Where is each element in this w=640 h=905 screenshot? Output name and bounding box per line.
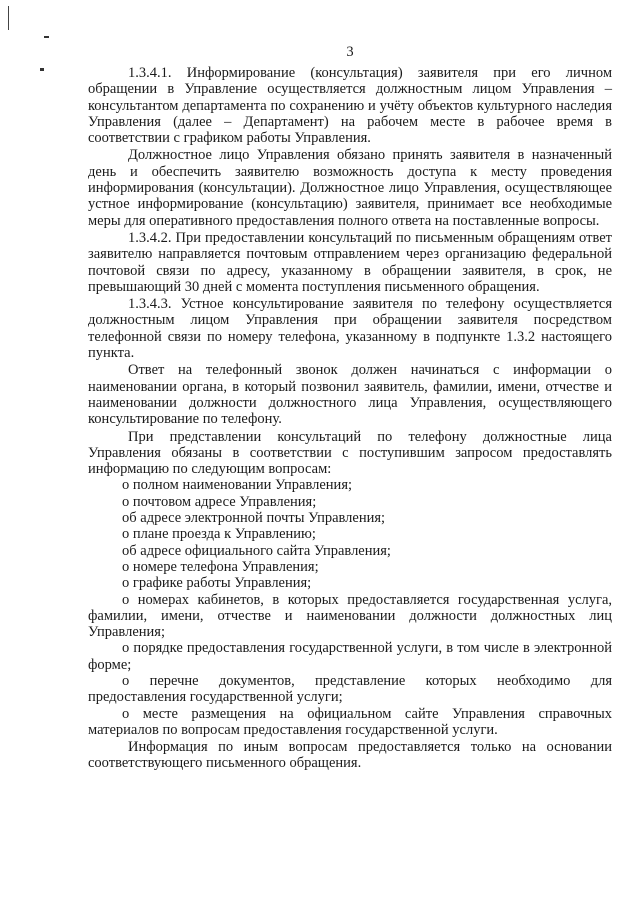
list-item: о порядке предоставления государственной услуги, в том числе в электронной форме;: [88, 640, 612, 673]
scan-dot-mark: [40, 68, 44, 71]
list-item: о плане проезда к Управлению;: [122, 526, 316, 543]
scan-edge-mark: [8, 6, 9, 30]
paragraph-phone-consultation: При представлении консультаций по телефону должностные лица Управления обязаны в соответствии с поступившим запросом предоставлять информацию по следующим вопросам:: [88, 428, 612, 478]
paragraph-1-3-4-3: 1.3.4.3. Устное консультирование заявителя по телефону осуществляется должностным лицом Управления при обращении заявителя посредством телефонной связи по номеру телефона, указанному в подпункте 1.3.2 настоящего пункта.: [88, 296, 612, 362]
paragraph-phone-answer: Ответ на телефонный звонок должен начинаться с информации о наименовании органа, в который позвонил заявитель, фамилии, имени, отчестве и наименовании должности должностного лица Управления, осуществляющего консультирование по телефону.: [88, 362, 612, 428]
list-item: о номере телефона Управления;: [122, 558, 319, 575]
paragraph-1-3-4-1: 1.3.4.1. Информирование (консультация) заявителя при его личном обращении в Управление осуществляется должностным лицом Управления – консультантом департамента по сохранению и учёту объектов культурного наследия Управления (далее – Департамент) на рабочем месте в рабочее время в соответствии с графиком работы Управления.: [88, 65, 612, 147]
list-item: о полном наименовании Управления;: [122, 477, 353, 494]
paragraph-1-3-4-2: 1.3.4.2. При предоставлении консультаций по письменным обращениям ответ заявителю направляется почтовым отправлением через организацию федеральной почтовой связи по адресу, указанному в обращении заявителя, в срок, не превышающий 30 дней с момента поступления письменного обращения.: [88, 229, 612, 295]
list-item: об адресе официального сайта Управления;: [122, 542, 391, 559]
document-body: [88, 64, 612, 772]
scan-dash-mark: [44, 36, 49, 38]
list-item: о графике работы Управления;: [122, 575, 312, 592]
list-item: об адресе электронной почты Управления;: [122, 510, 386, 527]
list-item: о месте размещения на официальном сайте Управления справочных материалов по вопросам предоставления государственной услуги.: [88, 705, 612, 738]
paragraph-official-duties: Должностное лицо Управления обязано принять заявителя в назначенный день и обеспечить заявителю возможность доступа к месту проведения информирования (консультации). Должностное лицо Управления, осуществляющее устное информирование (консультацию) заявителя, принимает все необходимые меры для оперативного предоставления полного ответа на поставленные вопросы.: [88, 147, 612, 229]
page-number: 3: [346, 44, 354, 60]
list-item: о почтовом адресе Управления;: [122, 493, 317, 510]
list-item: о перечне документов, представление которых необходимо для предоставления государственной услуги;: [88, 672, 612, 706]
paragraph-other-questions: Информация по иным вопросам предоставляется только на основании соответствующего письменного обращения.: [88, 739, 612, 772]
list-item: о номерах кабинетов, в которых предоставляется государственная услуга, фамилии, имени, отчестве и наименовании должности должностных лиц Управления;: [88, 591, 612, 641]
